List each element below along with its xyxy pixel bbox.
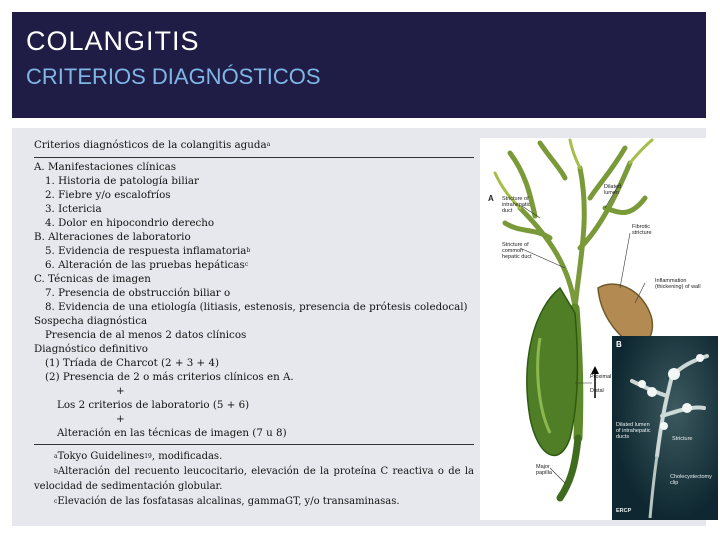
label-proximal: Proximal <box>590 374 612 380</box>
label-dilated-lumen: Dilated lumen <box>604 184 622 196</box>
criterion-3: 3. Ictericia <box>45 203 102 215</box>
definitive-heading: Diagnóstico definitivo <box>34 343 148 355</box>
suspicion-heading: Sospecha diagnóstica <box>34 315 148 327</box>
table-title: Criterios diagnósticos de la colangitis aguda$^a$ <box>34 139 271 151</box>
criterion-1: 1. Historia de patología biliar <box>45 175 199 187</box>
label-distal: Distal <box>590 388 604 394</box>
plus-sign: + <box>116 413 125 425</box>
definitive-2-lab: Los 2 criterios de laboratorio (5 + 6) <box>57 399 250 411</box>
footnote-a: $^a$Tokyo Guidelines$^{19}$, modificadas. <box>54 451 223 462</box>
suspicion-text: Presencia de al menos 2 datos clínicos <box>45 329 247 341</box>
panel-a-label: A <box>488 194 494 203</box>
definitive-2-imaging: Alteración en las técnicas de imagen (7 u 8) <box>57 427 287 439</box>
definitive-1: (1) Tríada de Charcot (2 + 3 + 4) <box>45 357 220 369</box>
criterion-7: 7. Presencia de obstrucción biliar o <box>45 287 231 299</box>
label-fibrotic-stricture: Fibrotic stricture <box>632 224 652 236</box>
criterion-8: 8. Evidencia de una etiología (litiasis, estenosis, presencia de prótesis coledocal) <box>45 301 468 313</box>
criterion-5: 5. Evidencia de respuesta inflamatoria$^b$ <box>45 245 251 257</box>
slide-title: COLANGITIS <box>26 26 200 56</box>
footnote-b: $^b$Alteración del recuento leucocitario, elevación de la proteína C reactiva o de la velocidad de sedimentación globular. <box>34 466 474 492</box>
table-bottom-rule <box>34 444 474 445</box>
section-a: A. Manifestaciones clínicas <box>34 161 177 173</box>
label-major-papilla: Major papilla <box>536 464 552 476</box>
section-c: C. Técnicas de imagen <box>34 273 151 285</box>
criteria-table <box>34 138 474 509</box>
plus-sign: + <box>116 385 125 397</box>
label-stricture-intrahepatic: Stricture of intrahepatic duct <box>502 196 531 214</box>
label-cholecystectomy-clip: Cholecystectomy clip <box>670 474 712 486</box>
label-dilated-intrahepatic: Dilated lumen of intrahepatic ducts <box>616 422 651 440</box>
definitive-2: (2) Presencia de 2 o más criterios clínicos en A. <box>45 371 294 383</box>
criterion-6: 6. Alteración de las pruebas hepáticas$^c$ <box>45 259 249 271</box>
label-ercp: ERCP <box>616 508 632 514</box>
ercp-image <box>612 336 718 520</box>
label-stricture-common-hepatic: Stricture of common hepatic duct <box>502 242 532 260</box>
label-stricture: Stricture <box>672 436 693 442</box>
label-inflammation: Inflammation (thickening) of wall <box>655 278 701 290</box>
panel-b-label: B <box>616 340 622 349</box>
slide-subtitle: CRITERIOS DIAGNÓSTICOS <box>26 64 321 89</box>
criterion-2: 2. Fiebre y/o escalofríos <box>45 189 171 201</box>
footnotes <box>34 449 474 509</box>
criterion-4: 4. Dolor en hipocondrio derecho <box>45 217 215 229</box>
footnote-c: $^c$Elevación de las fosfatasas alcalinas, gammaGT, y/o transaminasas. <box>54 496 400 507</box>
section-b: B. Alteraciones de laboratorio <box>34 231 191 243</box>
table-top-rule <box>34 157 474 158</box>
